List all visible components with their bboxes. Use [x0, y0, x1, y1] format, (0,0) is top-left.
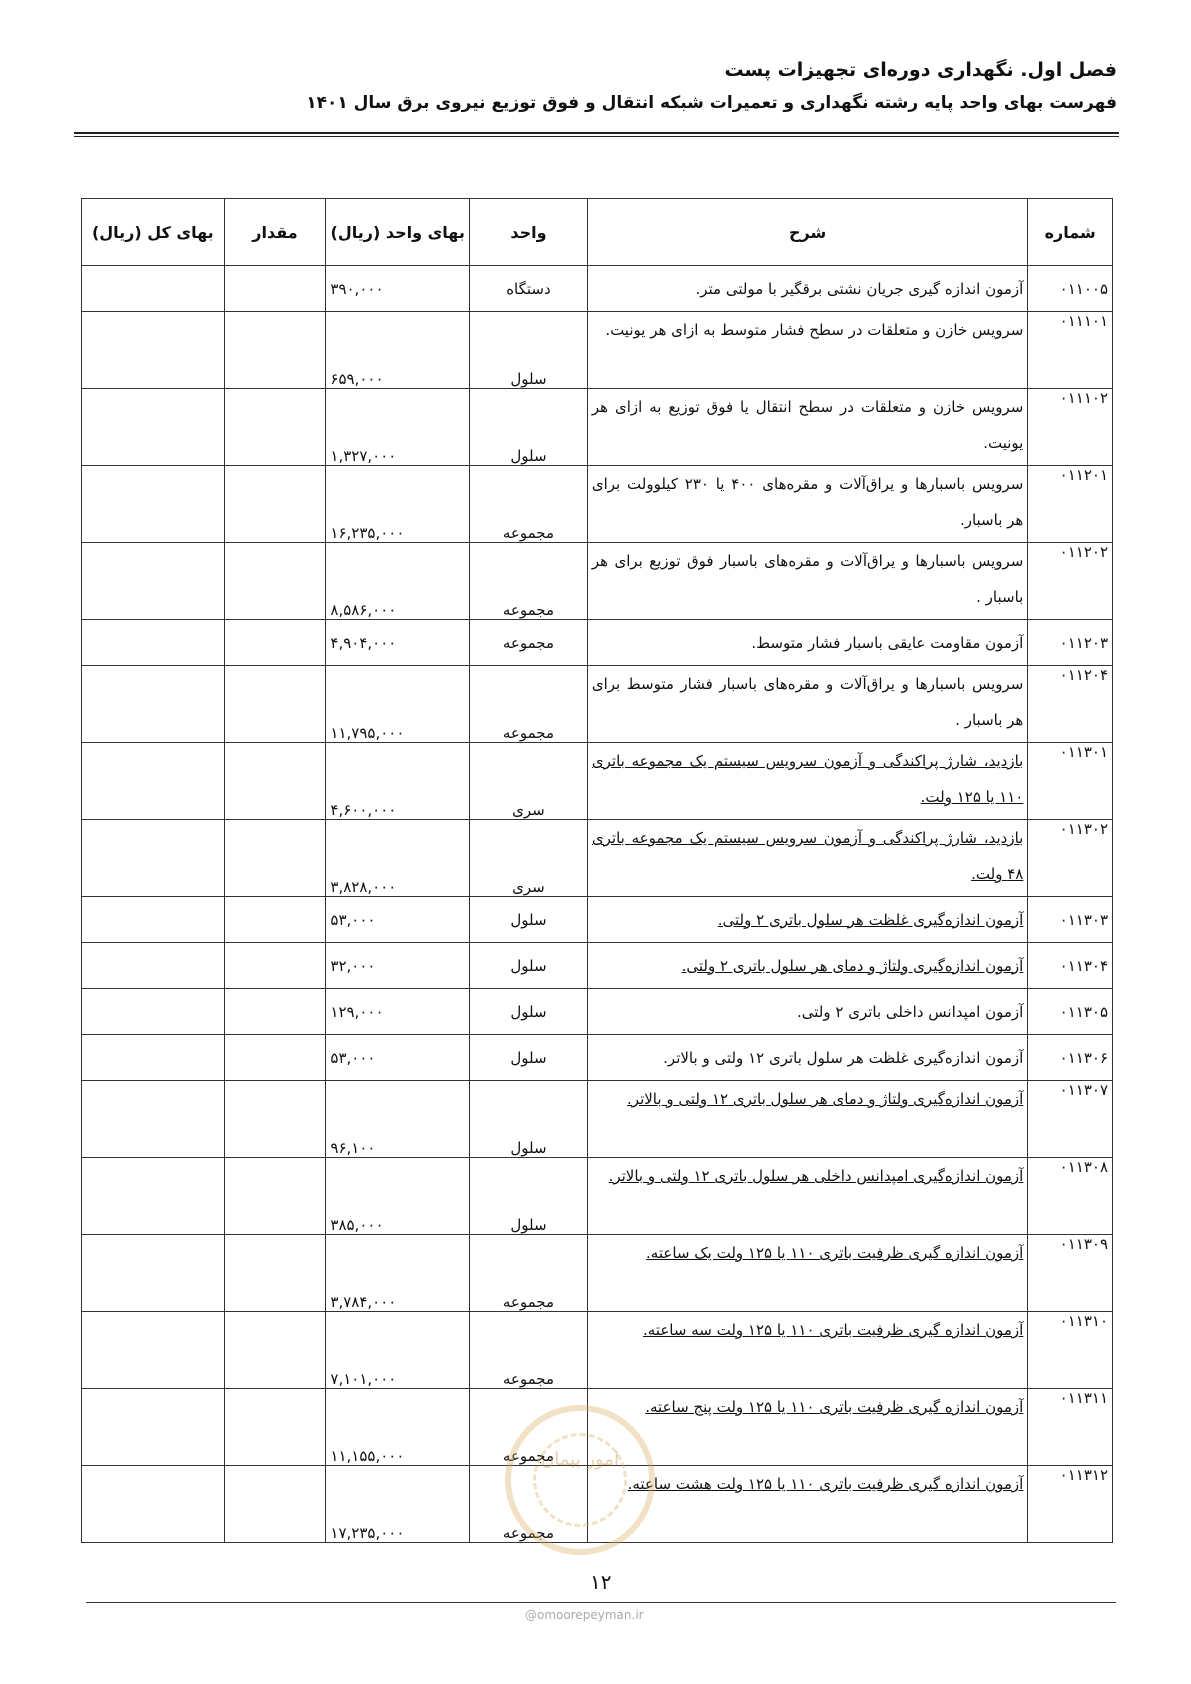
table-row	[82, 543, 1113, 620]
page-number: ۱۲	[590, 1570, 612, 1594]
row-description: آزمون مقاومت عایقی باسبار فشار متوسط.	[587, 620, 1027, 666]
table-row	[82, 989, 1113, 1035]
col-header-total-price: بهای کل (ریال)	[82, 199, 225, 266]
row-description: سرویس باسبارها و یراق‌آلات و مقره‌های ۴۰۰ یا ۲۳۰ کیلوولت برای هر باسبار.	[587, 466, 1027, 543]
row-unit-price: ۹۶,۱۰۰	[326, 1081, 470, 1158]
row-number: ۰۱۱۳۰۸	[1028, 1158, 1113, 1235]
row-unit: سلول	[470, 389, 588, 466]
row-unit-price: ۴,۶۰۰,۰۰۰	[326, 743, 470, 820]
chapter-title: فصل اول. نگهداری دوره‌ای تجهیزات پست	[724, 59, 1117, 81]
row-number: ۰۱۱۳۰۶	[1028, 1035, 1113, 1081]
row-total-price	[82, 1235, 225, 1312]
table-row	[82, 312, 1113, 389]
row-number: ۰۱۱۱۰۱	[1028, 312, 1113, 389]
row-quantity	[224, 943, 326, 989]
table-row	[82, 820, 1113, 897]
row-unit-price: ۱۱,۷۹۵,۰۰۰	[326, 666, 470, 743]
row-total-price	[82, 1312, 225, 1389]
row-unit: مجموعه	[470, 1389, 588, 1466]
row-total-price	[82, 943, 225, 989]
table-row	[82, 466, 1113, 543]
table-row	[82, 620, 1113, 666]
row-number: ۰۱۱۳۰۴	[1028, 943, 1113, 989]
table-row	[82, 1158, 1113, 1235]
row-number: ۰۱۱۳۰۳	[1028, 897, 1113, 943]
row-total-price	[82, 1466, 225, 1543]
header-rule-thick	[74, 132, 1119, 134]
table-row	[82, 943, 1113, 989]
table-row	[82, 1466, 1113, 1543]
table-row	[82, 1235, 1113, 1312]
row-quantity	[224, 666, 326, 743]
row-description: آزمون اندازه‌گیری ولتاژ و دمای هر سلول باتری ۲ ولتی.	[587, 943, 1027, 989]
row-quantity	[224, 897, 326, 943]
table-row	[82, 743, 1113, 820]
row-total-price	[82, 266, 225, 312]
row-total-price	[82, 312, 225, 389]
row-unit-price: ۱,۳۲۷,۰۰۰	[326, 389, 470, 466]
row-unit: مجموعه	[470, 466, 588, 543]
row-unit: سلول	[470, 897, 588, 943]
row-number: ۰۱۱۳۰۷	[1028, 1081, 1113, 1158]
row-quantity	[224, 989, 326, 1035]
row-unit-price: ۱۲۹,۰۰۰	[326, 989, 470, 1035]
table-row	[82, 897, 1113, 943]
row-total-price	[82, 743, 225, 820]
row-unit: مجموعه	[470, 1466, 588, 1543]
row-unit-price: ۵۳,۰۰۰	[326, 897, 470, 943]
document-title: فهرست بهای واحد پایه رشته نگهداری و تعمیرات شبکه انتقال و فوق توزیع نیروی برق سال ۱۴۰۱	[306, 93, 1117, 113]
row-description: آزمون اندازه‌گیری امپدانس داخلی هر سلول باتری ۱۲ ولتی و بالاتر.	[587, 1158, 1027, 1235]
row-quantity	[224, 312, 326, 389]
row-description: سرویس خازن و متعلقات در سطح فشار متوسط به ازای هر یونیت.	[587, 312, 1027, 389]
row-unit-price: ۳۲,۰۰۰	[326, 943, 470, 989]
row-quantity	[224, 1389, 326, 1466]
row-number: ۰۱۱۳۱۰	[1028, 1312, 1113, 1389]
row-quantity	[224, 1158, 326, 1235]
row-description: سرویس خازن و متعلقات در سطح انتقال یا فوق توزیع به ازای هر یونیت.	[587, 389, 1027, 466]
row-total-price	[82, 897, 225, 943]
row-total-price	[82, 543, 225, 620]
header-rule-thin	[74, 136, 1119, 137]
row-number: ۰۱۱۳۱۱	[1028, 1389, 1113, 1466]
row-unit-price: ۶۵۹,۰۰۰	[326, 312, 470, 389]
row-unit-price: ۱۶,۲۳۵,۰۰۰	[326, 466, 470, 543]
row-description: آزمون اندازه گیری ظرفیت باتری ۱۱۰ یا ۱۲۵ ولت هشت ساعته.	[587, 1466, 1027, 1543]
row-unit: سلول	[470, 1158, 588, 1235]
row-unit-price: ۳۹۰,۰۰۰	[326, 266, 470, 312]
row-unit: مجموعه	[470, 666, 588, 743]
row-number: ۰۱۱۳۱۲	[1028, 1466, 1113, 1543]
row-number: ۰۱۱۲۰۴	[1028, 666, 1113, 743]
row-number: ۰۱۱۳۰۲	[1028, 820, 1113, 897]
row-unit-price: ۱۷,۲۳۵,۰۰۰	[326, 1466, 470, 1543]
row-unit-price: ۵۳,۰۰۰	[326, 1035, 470, 1081]
table-row	[82, 1035, 1113, 1081]
row-number: ۰۱۱۳۰۹	[1028, 1235, 1113, 1312]
row-number: ۰۱۱۲۰۱	[1028, 466, 1113, 543]
row-quantity	[224, 1312, 326, 1389]
row-total-price	[82, 1158, 225, 1235]
row-quantity	[224, 620, 326, 666]
row-total-price	[82, 989, 225, 1035]
row-unit-price: ۴,۹۰۴,۰۰۰	[326, 620, 470, 666]
row-unit: مجموعه	[470, 543, 588, 620]
stamp-text: امور پیمان	[541, 1449, 619, 1470]
row-quantity	[224, 266, 326, 312]
row-unit-price: ۳,۷۸۴,۰۰۰	[326, 1235, 470, 1312]
table-row	[82, 1081, 1113, 1158]
row-description: بازدید، شارژ پراکندگی و آزمون سرویس سیستم یک مجموعه باتری ۴۸ ولت.	[587, 820, 1027, 897]
row-description: سرویس باسبارها و یراق‌آلات و مقره‌های باسبار فوق توزیع برای هر باسبار .	[587, 543, 1027, 620]
row-quantity	[224, 1035, 326, 1081]
row-quantity	[224, 1466, 326, 1543]
row-unit: سلول	[470, 1035, 588, 1081]
price-table	[81, 198, 1113, 1543]
row-number: ۰۱۱۲۰۳	[1028, 620, 1113, 666]
row-unit: مجموعه	[470, 1312, 588, 1389]
row-unit-price: ۳۸۵,۰۰۰	[326, 1158, 470, 1235]
row-unit: دستگاه	[470, 266, 588, 312]
row-description: آزمون اندازه گیری جریان نشتی برقگیر با مولتی متر.	[587, 266, 1027, 312]
row-unit: مجموعه	[470, 620, 588, 666]
row-number: ۰۱۱۳۰۱	[1028, 743, 1113, 820]
row-description: آزمون اندازه گیری ظرفیت باتری ۱۱۰ یا ۱۲۵ ولت یک ساعته.	[587, 1235, 1027, 1312]
row-unit-price: ۱۱,۱۵۵,۰۰۰	[326, 1389, 470, 1466]
footer-rule	[86, 1602, 1116, 1603]
table-row	[82, 266, 1113, 312]
row-description: آزمون اندازه گیری ظرفیت باتری ۱۱۰ یا ۱۲۵ ولت سه ساعته.	[587, 1312, 1027, 1389]
row-number: ۰۱۱۰۰۵	[1028, 266, 1113, 312]
row-quantity	[224, 389, 326, 466]
row-total-price	[82, 389, 225, 466]
row-unit: سلول	[470, 989, 588, 1035]
row-total-price	[82, 620, 225, 666]
row-description: آزمون اندازه‌گیری غلظت هر سلول باتری ۲ ولتی.	[587, 897, 1027, 943]
row-quantity	[224, 1235, 326, 1312]
row-description: آزمون امپدانس داخلی باتری ۲ ولتی.	[587, 989, 1027, 1035]
page-header	[72, 56, 1117, 118]
row-number: ۰۱۱۱۰۲	[1028, 389, 1113, 466]
row-total-price	[82, 666, 225, 743]
table-row	[82, 389, 1113, 466]
row-total-price	[82, 1389, 225, 1466]
row-unit-price: ۸,۵۸۶,۰۰۰	[326, 543, 470, 620]
col-header-description: شرح	[587, 199, 1027, 266]
row-unit: سلول	[470, 943, 588, 989]
row-total-price	[82, 1035, 225, 1081]
row-unit: سری	[470, 743, 588, 820]
row-description: سرویس باسبارها و یراق‌آلات و مقره‌های باسبار فشار متوسط برای هر باسبار .	[587, 666, 1027, 743]
row-unit: مجموعه	[470, 1235, 588, 1312]
row-description: آزمون اندازه‌گیری غلظت هر سلول باتری ۱۲ ولتی و بالاتر.	[587, 1035, 1027, 1081]
row-description: آزمون اندازه گیری ظرفیت باتری ۱۱۰ یا ۱۲۵ ولت پنج ساعته.	[587, 1389, 1027, 1466]
row-total-price	[82, 1081, 225, 1158]
row-quantity	[224, 543, 326, 620]
row-quantity	[224, 466, 326, 543]
row-description: آزمون اندازه‌گیری ولتاژ و دمای هر سلول باتری ۱۲ ولتی و بالاتر.	[587, 1081, 1027, 1158]
watermark-url: @omoorepeyman.ir	[525, 1608, 644, 1622]
row-unit: سری	[470, 820, 588, 897]
row-unit: سلول	[470, 312, 588, 389]
row-total-price	[82, 820, 225, 897]
row-quantity	[224, 743, 326, 820]
table-header-row	[82, 199, 1113, 266]
row-unit: سلول	[470, 1081, 588, 1158]
row-description: بازدید، شارژ پراکندگی و آزمون سرویس سیستم یک مجموعه باتری ۱۱۰ یا ۱۲۵ ولت.	[587, 743, 1027, 820]
col-header-unit-price: بهای واحد (ریال)	[326, 199, 470, 266]
row-unit-price: ۷,۱۰۱,۰۰۰	[326, 1312, 470, 1389]
col-header-unit: واحد	[470, 199, 588, 266]
row-total-price	[82, 466, 225, 543]
row-number: ۰۱۱۲۰۲	[1028, 543, 1113, 620]
row-quantity	[224, 820, 326, 897]
table-row	[82, 1389, 1113, 1466]
row-number: ۰۱۱۳۰۵	[1028, 989, 1113, 1035]
col-header-number: شماره	[1028, 199, 1113, 266]
row-quantity	[224, 1081, 326, 1158]
table-row	[82, 666, 1113, 743]
row-unit-price: ۳,۸۲۸,۰۰۰	[326, 820, 470, 897]
col-header-quantity: مقدار	[224, 199, 326, 266]
table-row	[82, 1312, 1113, 1389]
